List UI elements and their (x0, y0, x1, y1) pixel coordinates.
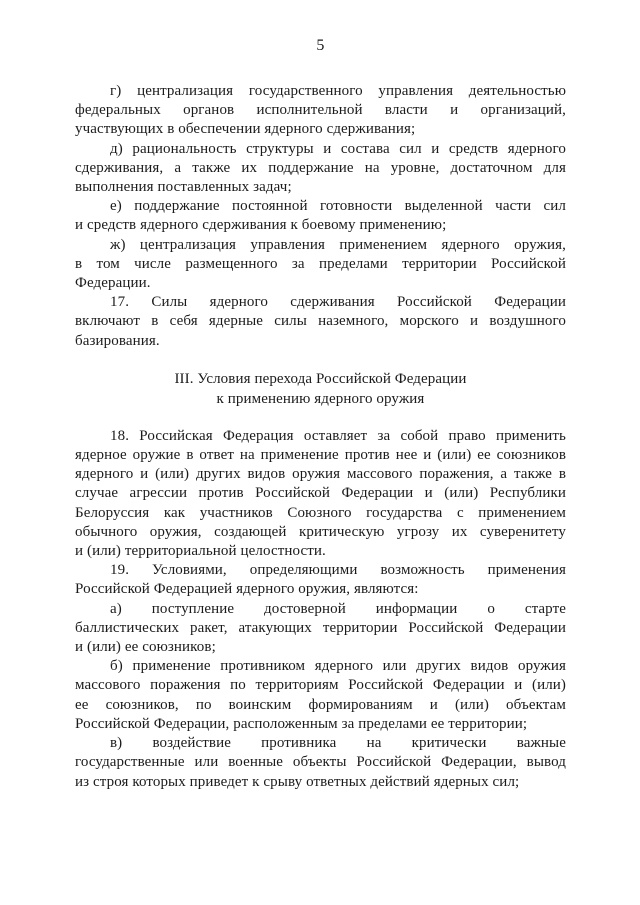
para-item-g (75, 82, 566, 140)
text-line: и (или) ее союзников; (75, 639, 216, 656)
heading-line: III. Условия перехода Российской Федерации (174, 370, 467, 387)
text-line: выполнения поставленных задач; (75, 179, 292, 196)
text-line: из строя которых приведет к срыву ответных действий ядерных сил; (75, 773, 520, 790)
text-line: ядерное оружие в ответ на применение против нее и (или) ее союзников (75, 447, 566, 464)
text-line: 19. Условиями, определяющими возможность применения (110, 562, 566, 579)
text-line: участвующих в обеспечении ядерного сдерживания; (75, 121, 416, 138)
text-line: е) поддержание постоянной готовности выделенной части сил (110, 198, 566, 215)
text-line: в) воздействие противника на критически важные (110, 735, 566, 752)
para-item-zh (75, 236, 566, 294)
text-line: случае агрессии против Российской Федерации и (или) Республики (75, 485, 566, 502)
text-line: г) централизация государственного управления деятельностью (110, 83, 566, 99)
text-line: сдерживания, а также их поддержание на уровне, достаточном для (75, 159, 566, 176)
heading-line: к применению ядерного оружия (216, 390, 425, 407)
para-item-e (75, 197, 566, 235)
text-line: включают в себя ядерные силы наземного, морского и воздушного (75, 313, 566, 330)
text-line: ее союзников, по воинским формированиям и (или) объектам (75, 696, 566, 713)
page-number: 5 (316, 37, 325, 54)
text-line: государственные или военные объекты Российской Федерации, вывод (75, 754, 566, 771)
text-line: 17. Силы ядерного сдерживания Российской Федерации (110, 294, 566, 311)
text-line: и (или) территориальной целостности. (75, 543, 326, 560)
text-line: Российской Федерации, расположенным за пределами ее территории; (75, 715, 528, 732)
text-line: ж) централизация управления применением ядерного оружия, (110, 236, 566, 253)
text-line: массового поражения по территориям Российской Федерации и (или) (75, 677, 566, 694)
para-17 (75, 293, 566, 351)
para-item-a (75, 600, 566, 658)
text-line: и средств ядерного сдерживания к боевому применению; (75, 217, 447, 234)
section-heading-iii (75, 369, 566, 409)
text-line: ядерного и (или) других видов оружия массового поражения, а также в (75, 466, 566, 483)
text-line: а) поступление достоверной информации о старте (110, 600, 566, 617)
text-line: базирования. (75, 332, 160, 349)
text-line: баллистических ракет, атакующих территории Российской Федерации (75, 619, 566, 636)
text-line: Федерации. (75, 275, 151, 292)
text-line: Российской Федерацией ядерного оружия, являются: (75, 581, 419, 598)
text-line: д) рациональность структуры и состава сил и средств ядерного (110, 140, 566, 157)
text-line: 18. Российская Федерация оставляет за собой право применить (110, 427, 566, 444)
document-body (75, 82, 566, 792)
text-line: обычного оружия, создающей критическую угрозу их суверенитету (75, 523, 566, 540)
para-item-v (75, 734, 566, 792)
text-line: б) применение противником ядерного или других видов оружия (110, 658, 566, 675)
para-item-d (75, 140, 566, 198)
para-item-b (75, 657, 566, 734)
text-line: в том числе размещенного за пределами территории Российской (75, 255, 566, 272)
text-line: федеральных органов исполнительной власти и организаций, (75, 102, 566, 119)
para-19 (75, 561, 566, 599)
text-line: Белоруссия как участников Союзного государства с применением (75, 504, 566, 521)
para-18 (75, 427, 566, 561)
